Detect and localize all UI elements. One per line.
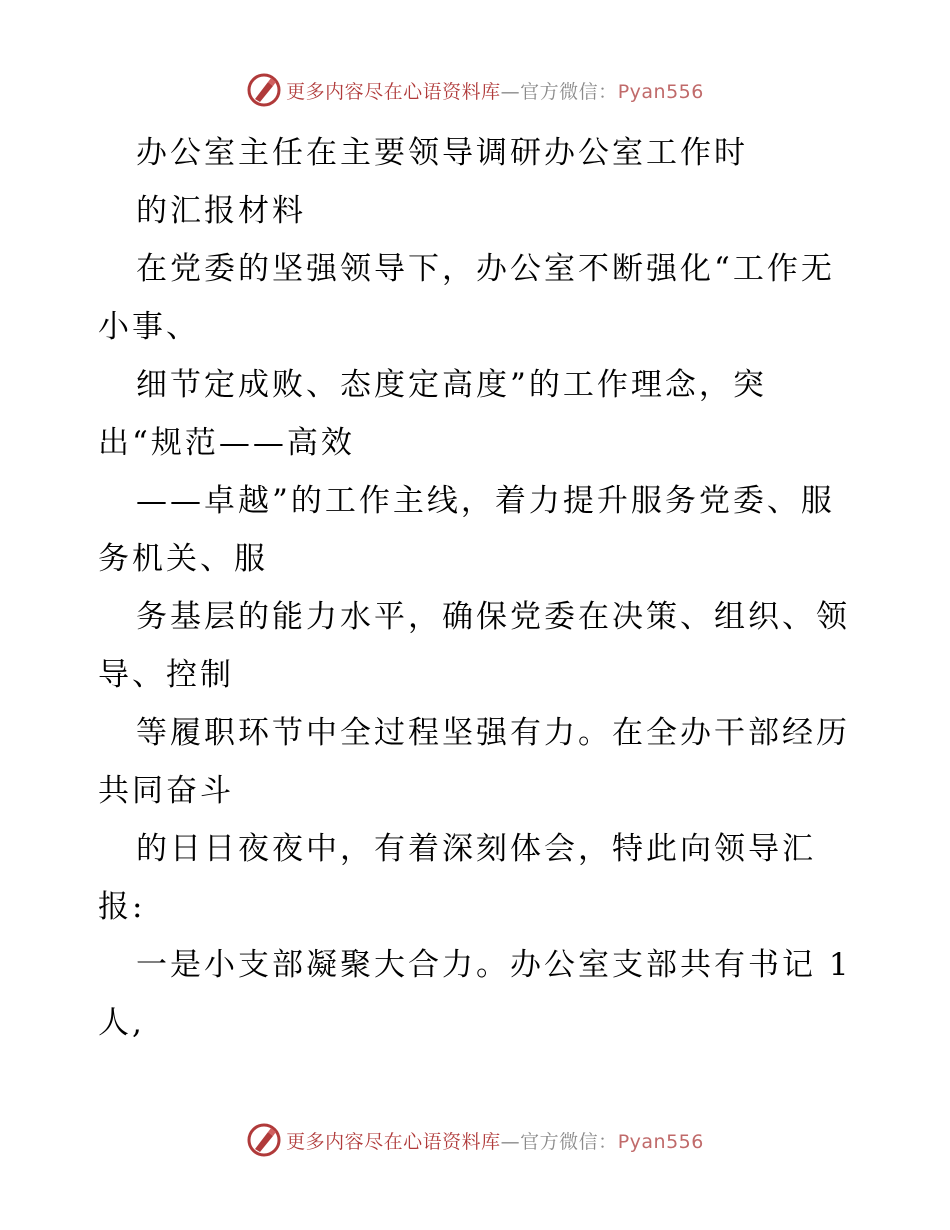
text-line: 务基层的能力水平，确保党委在决策、组织、领 <box>136 599 850 635</box>
document-body <box>98 124 858 1052</box>
watermark-brand: 更多内容尽在心语资料库 <box>286 1130 501 1153</box>
text-line: 在党委的坚强领导下，办公室不断强化“工作无 <box>136 251 835 287</box>
text-line: 小事、 <box>98 309 200 345</box>
text-line: 共同奋斗 <box>98 773 234 809</box>
text-line: 导、控制 <box>98 657 234 693</box>
text-line: 的日日夜夜中，有着深刻体会，特此向领导汇 <box>136 831 816 867</box>
text-line: 出“规范——高效 <box>98 425 355 461</box>
watermark-separator: — <box>500 80 521 103</box>
pen-logo-icon <box>246 1122 282 1158</box>
watermark-account: Pyan556 <box>617 80 704 103</box>
watermark-label: 官方微信： <box>520 80 618 103</box>
watermark-label: 官方微信： <box>520 1130 618 1153</box>
header-watermark <box>0 70 950 110</box>
watermark-account: Pyan556 <box>617 1130 704 1153</box>
text-line: 一是小支部凝聚大合力。办公室支部共有书记 1 <box>136 947 852 983</box>
watermark-separator: — <box>500 1130 521 1153</box>
text-line: 细节定成败、态度定高度”的工作理念，突 <box>136 367 767 403</box>
text-line: 等履职环节中全过程坚强有力。在全办干部经历 <box>136 715 850 751</box>
watermark-brand: 更多内容尽在心语资料库 <box>286 80 501 103</box>
text-line: 的汇报材料 <box>136 193 306 229</box>
text-line: ——卓越”的工作主线，着力提升服务党委、服 <box>136 483 835 519</box>
pen-logo-icon <box>246 72 282 108</box>
watermark-text <box>286 1127 704 1154</box>
text-line: 报: <box>98 889 146 925</box>
text-line: 人, <box>98 1005 145 1041</box>
watermark-text <box>286 77 704 104</box>
text-line: 办公室主任在主要领导调研办公室工作时 <box>136 135 748 171</box>
text-line: 务机关、服 <box>98 541 268 577</box>
footer-watermark <box>0 1120 950 1160</box>
